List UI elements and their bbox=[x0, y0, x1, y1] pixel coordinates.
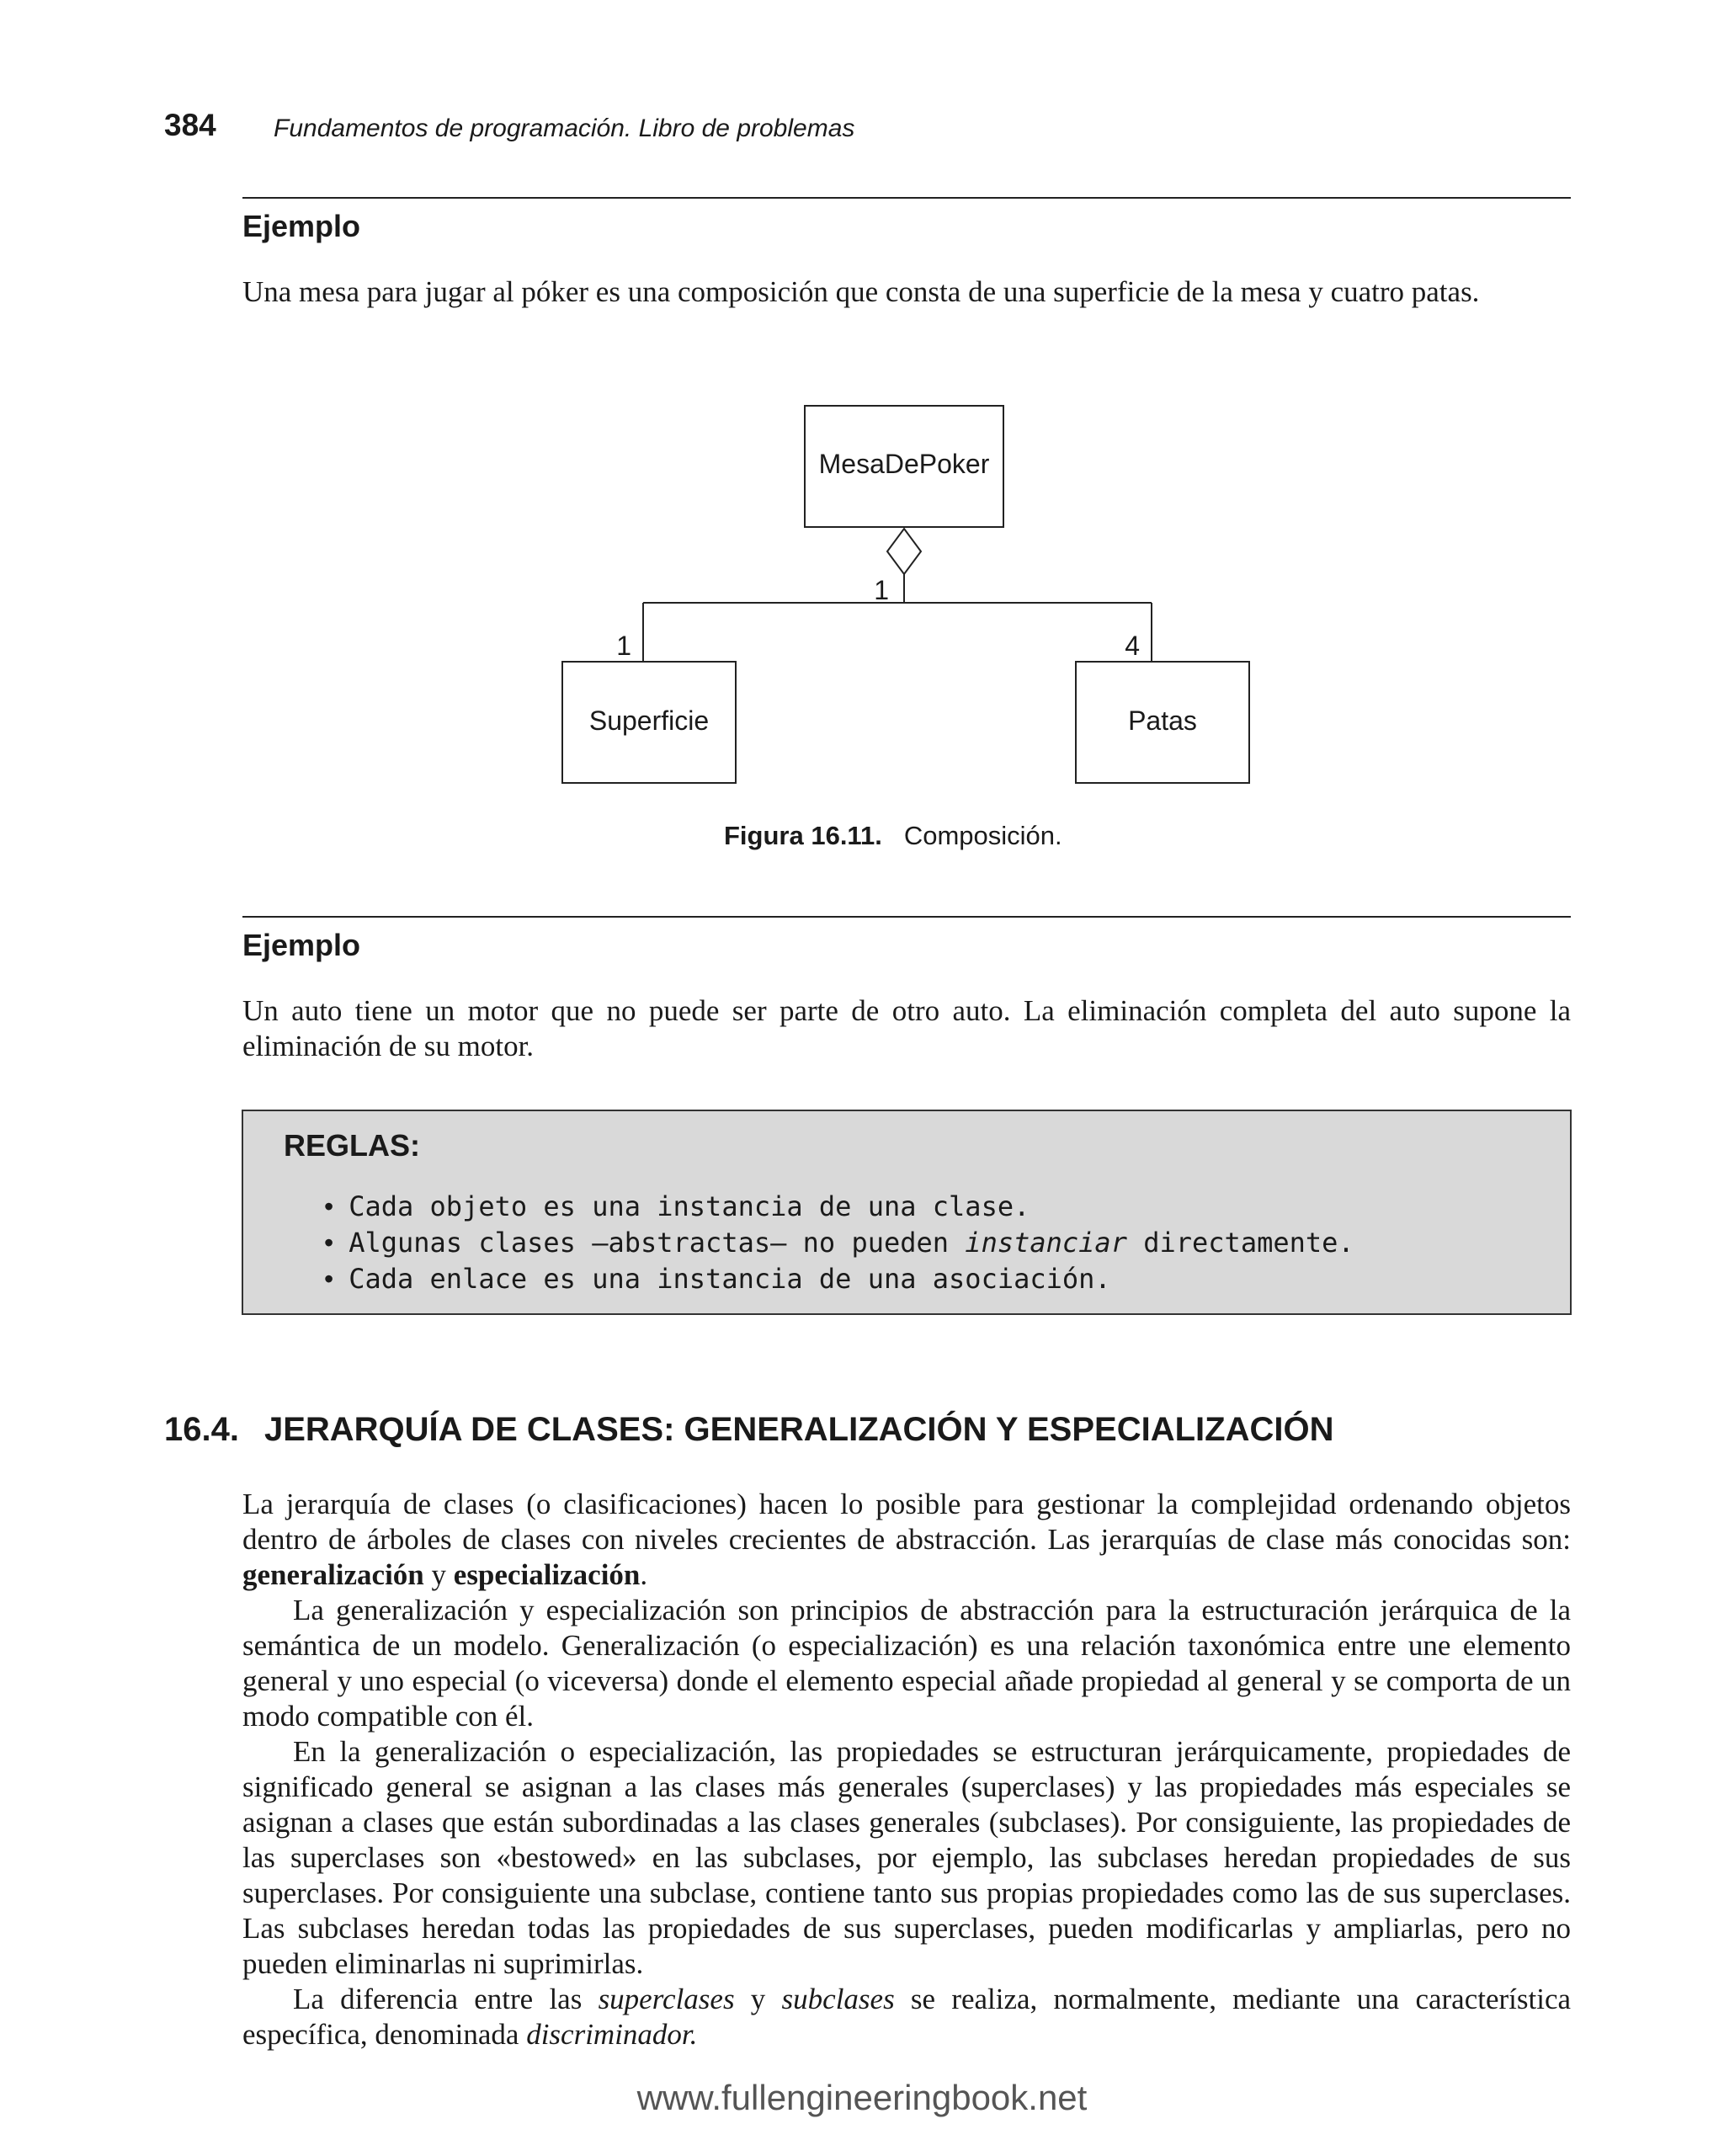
rules-title: REGLAS: bbox=[284, 1128, 420, 1163]
multiplicity-right: 4 bbox=[1125, 631, 1140, 661]
class-name-mesadepoker: MesaDePoker bbox=[818, 449, 990, 479]
figure-caption bbox=[724, 821, 1062, 851]
uml-composition-diagram bbox=[556, 396, 1263, 800]
rules-list-item: • Cada enlace es una instancia de una asociación. bbox=[324, 1261, 1354, 1297]
watermark-url: www.fullengineeringbook.net bbox=[636, 2078, 1088, 2117]
rules-list bbox=[324, 1189, 1354, 1297]
example-paragraph: Una mesa para jugar al póker es una composición que consta de una superficie de la mesa y cuatro patas. bbox=[242, 275, 1480, 308]
running-title: Fundamentos de programación. Libro de problemas bbox=[274, 114, 855, 142]
body-paragraph: La generalización y especialización son principios de abstracción para la estructuración jerárquica de la semántica de un modelo. Generalización (o especialización) es una relación taxonómica entre une elemento general y uno especial (o viceversa) donde el elemento especial añade propiedad al general y se comporta de un modo compatible con él. bbox=[242, 1594, 1571, 1733]
example-heading: Ejemplo bbox=[242, 209, 361, 243]
section-divider bbox=[242, 197, 1571, 199]
section-body bbox=[242, 1487, 1571, 2052]
composition-diamond-icon bbox=[887, 529, 921, 574]
class-name-patas: Patas bbox=[1128, 705, 1197, 736]
class-box-patas bbox=[1076, 662, 1249, 783]
body-paragraph: La diferencia entre las superclases y subclases se realiza, normalmente, mediante una característica específica, denominada discriminador. bbox=[242, 1983, 1572, 2051]
multiplicity-left: 1 bbox=[616, 631, 631, 661]
body-paragraph: En la generalización o especialización, las propiedades se estructuran jerárquicamente, propiedades de significado general se asignan a las clases más generales (superclases) y las propiedades más especiales se asignan a clases que están subordinadas a las clases generales (subclases). Por consiguiente, las propiedades de las superclases son «bestowed» en las subclases, por ejemplo, las subclases heredan propiedades de sus superclases. Por consiguiente una subclase, contiene tanto sus propias propiedades como las de sus superclases. Las subclases heredan todas las propiedades de sus superclases, pueden modificarlas y ampliarlas, pero no pueden eliminarlas ni suprimirlas. bbox=[242, 1735, 1571, 1980]
example-heading: Ejemplo bbox=[242, 928, 361, 962]
figure-caption-text: Composición. bbox=[903, 821, 1062, 850]
page-number: 384 bbox=[164, 108, 216, 142]
section-divider bbox=[242, 916, 1571, 918]
example-text bbox=[242, 993, 1571, 1064]
figure-caption-label: Figura 16.11. bbox=[724, 821, 882, 850]
rules-list-item: • Cada objeto es una instancia de una clase. bbox=[324, 1189, 1354, 1225]
example-paragraph: Un auto tiene un motor que no puede ser parte de otro auto. La eliminación completa del auto supone la eliminación de su motor. bbox=[242, 994, 1571, 1062]
section-heading bbox=[164, 1411, 1333, 1449]
class-box-superficie bbox=[562, 662, 736, 783]
class-name-superficie: Superficie bbox=[588, 705, 710, 736]
rules-box bbox=[242, 1110, 1572, 1315]
multiplicity-whole: 1 bbox=[874, 575, 889, 605]
rules-list-item: • Algunas clases —abstractas— no pueden instanciar directamente. bbox=[324, 1225, 1354, 1261]
section-title: JERARQUÍA DE CLASES: GENERALIZACIÓN Y ESPECIALIZACIÓN bbox=[263, 1411, 1334, 1448]
body-paragraph: La jerarquía de clases (o clasificaciones) hacen lo posible para gestionar la complejidad ordenando objetos dentro de árboles de clases con niveles crecientes de abstracción. Las jerarquías de clase más conocidas son: generalización y especialización. bbox=[242, 1488, 1571, 1591]
example-text bbox=[242, 274, 1571, 310]
class-box-mesadepoker bbox=[805, 406, 1003, 527]
section-number: 16.4. bbox=[164, 1411, 239, 1448]
